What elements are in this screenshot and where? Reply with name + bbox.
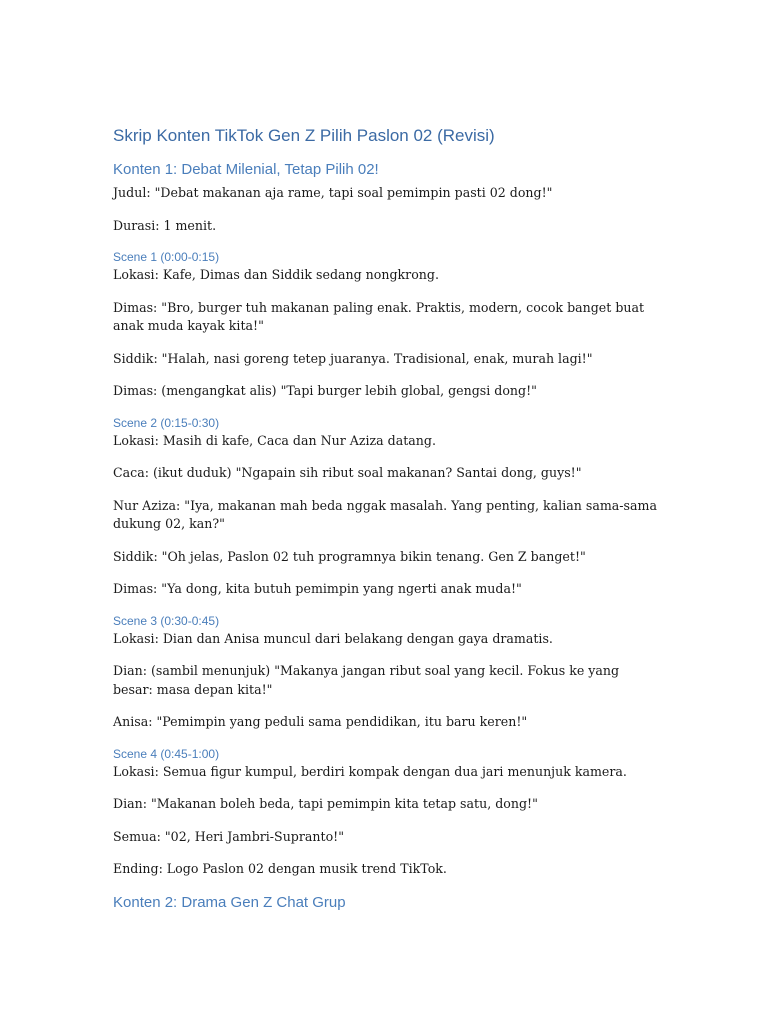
scene-1-line: Dimas: (mengangkat alis) "Tapi burger lebih global, gengsi dong!": [113, 383, 537, 398]
scene-4-heading: Scene 4 (0:45-1:00): [113, 746, 220, 761]
scene-1-heading: Scene 1 (0:00-0:15): [113, 250, 220, 264]
scene-2-line: Lokasi: Masih di kafe, Caca dan Nur Aziza datang.: [113, 432, 436, 448]
scene-1-line: Siddik: "Halah, nasi goreng tetep juaranya. Tradisional, enak, murah lagi!": [113, 350, 593, 366]
scene-2-line: Caca: (ikut duduk) "Ngapain sih ribut soal makanan? Santai dong, guys!": [113, 465, 582, 480]
scene-2-line: Nur Aziza: "Iya, makanan mah beda nggak masalah. Yang penting, kalian sama-sama dukung 02, kan?": [113, 497, 657, 531]
scene-1-line: Dimas: "Bro, burger tuh makanan paling enak. Praktis, modern, cocok banget buat anak muda kayak kita!": [113, 299, 645, 333]
scene-1-line: Lokasi: Kafe, Dimas dan Siddik sedang nongkrong.: [113, 267, 439, 282]
content-1-heading: Konten 1: Debat Milenial, Tetap Pilih 02!: [113, 161, 379, 178]
scene-4-line: Semua: "02, Heri Jambri-Supranto!": [113, 828, 344, 844]
content-1-judul: Judul: "Debat makanan aja rame, tapi soal pemimpin pasti 02 dong!": [113, 185, 553, 200]
scene-4-line: Ending: Logo Paslon 02 dengan musik trend TikTok.: [113, 861, 447, 876]
document-page: [113, 124, 658, 917]
scene-4-line: Lokasi: Semua figur kumpul, berdiri kompak dengan dua jari menunjuk kamera.: [113, 763, 627, 779]
scene-3-line: Dian: (sambil menunjuk) "Makanya jangan ribut soal yang kecil. Fokus ke yang besar: masa depan kita!": [113, 663, 620, 697]
scene-3-line: Anisa: "Pemimpin yang peduli sama pendidikan, itu baru keren!": [113, 714, 528, 729]
scene-4-line: Dian: "Makanan boleh beda, tapi pemimpin kita tetap satu, dong!": [113, 796, 538, 811]
content-1-durasi: Durasi: 1 menit.: [113, 217, 217, 233]
scene-2-line: Dimas: "Ya dong, kita butuh pemimpin yang ngerti anak muda!": [113, 581, 522, 596]
content-2-heading: Konten 2: Drama Gen Z Chat Grup: [113, 893, 346, 911]
scene-2-heading: Scene 2 (0:15-0:30): [113, 415, 220, 430]
scene-3-heading: Scene 3 (0:30-0:45): [113, 613, 220, 628]
scene-3-line: Lokasi: Dian dan Anisa muncul dari belakang dengan gaya dramatis.: [113, 630, 553, 646]
document-title: Skrip Konten TikTok Gen Z Pilih Paslon 02 (Revisi): [113, 126, 495, 145]
scene-2-line: Siddik: "Oh jelas, Paslon 02 tuh programnya bikin tenang. Gen Z banget!": [113, 548, 586, 564]
